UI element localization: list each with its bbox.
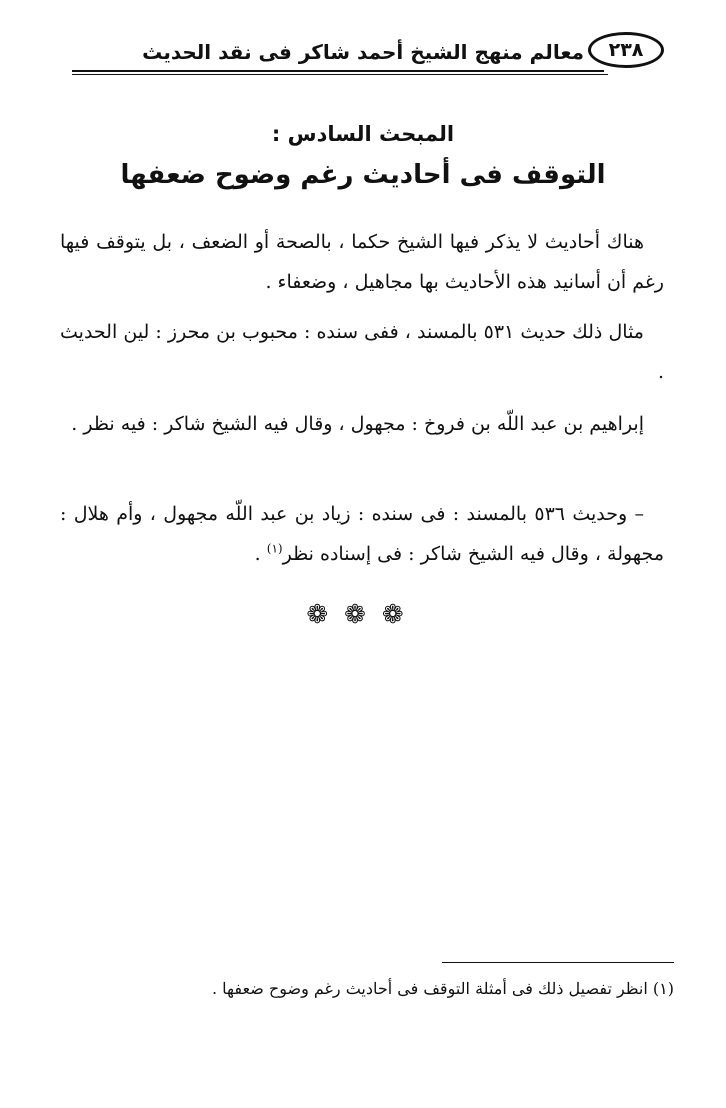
paragraph-1 bbox=[60, 222, 664, 302]
section-title: التوقف فى أحاديث رغم وضوح ضعفها bbox=[120, 160, 606, 190]
paragraph-text: هناك أحاديث لا يذكر فيها الشيخ حكما ، بالصحة أو الضعف ، بل يتوقف فيها رغم أن أسانيد هذه الأحاديث بها مجاهيل ، وضعفاء . bbox=[60, 231, 664, 293]
paragraph-text: – وحديث ٥٣٦ بالمسند : فى سنده : زياد بن عبد اللّه مجهول ، وأم هلال : مجهولة ، وقال فيه الشيخ شاكر : فى إسناده نظر bbox=[60, 503, 664, 565]
paragraph-3 bbox=[60, 404, 664, 444]
paragraph-text: مثال ذلك حديث ٥٣١ بالمسند ، ففى سنده : محبوب بن محرز : لين الحديث . bbox=[60, 321, 664, 383]
footnote: (١) انظر تفصيل ذلك فى أمثلة التوقف فى أحاديث رغم وضوح ضعفها . bbox=[211, 979, 674, 998]
footnote-reference: (١) bbox=[266, 541, 283, 556]
paragraph-end: . bbox=[254, 543, 267, 565]
paragraph-2 bbox=[60, 312, 664, 392]
page-header bbox=[72, 28, 664, 78]
page-number: ٢٣٨ bbox=[588, 32, 664, 68]
running-title: معالم منهج الشيخ أحمد شاكر فى نقد الحديث bbox=[142, 40, 584, 64]
header-rule bbox=[72, 70, 604, 72]
paragraph-4 bbox=[60, 494, 664, 574]
header-rule-thin bbox=[72, 74, 608, 75]
paragraph-text: إبراهيم بن عبد اللّه بن فروخ : مجهول ، وقال فيه الشيخ شاكر : فيه نظر . bbox=[71, 413, 644, 435]
footnote-rule bbox=[442, 962, 674, 963]
ornament-divider: ❁❁❁ bbox=[306, 600, 420, 630]
section-subheading: المبحث السادس : bbox=[271, 122, 455, 146]
